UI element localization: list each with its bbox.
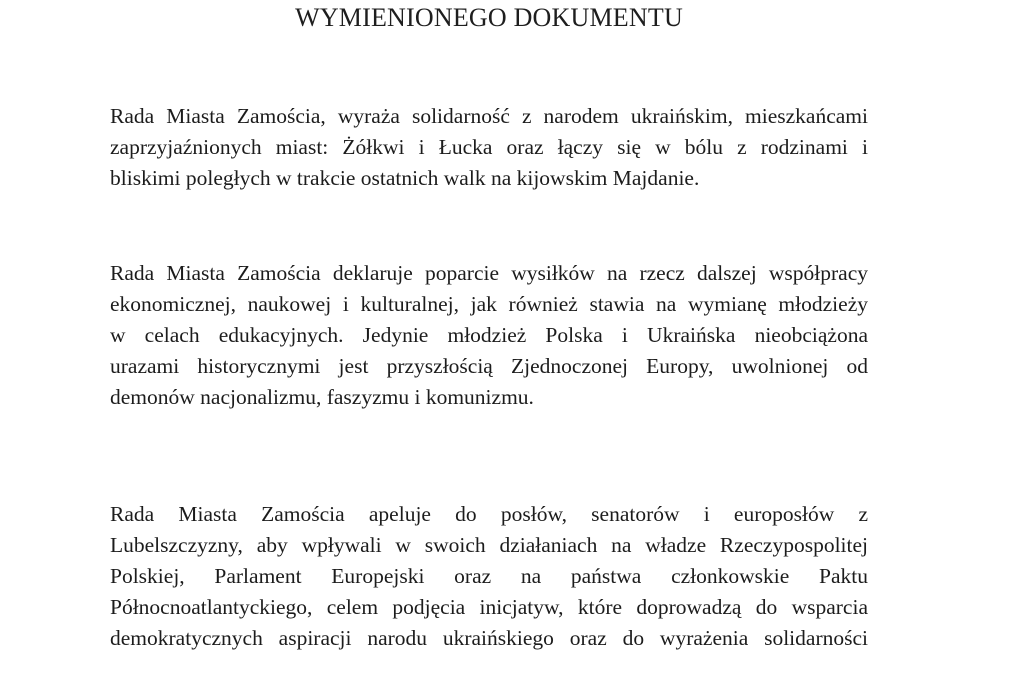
text-line: Północnoatlantyckiego, celem podjęcia inicjatyw, które doprowadzą do wsparcia [110,595,868,619]
text-line: Rada Miasta Zamościa apeluje do posłów, senatorów i europosłów z [110,502,868,526]
text-line: ekonomicznej, naukowej i kulturalnej, jak również stawia na wymianę młodzieży [110,292,868,316]
text-line: w celach edukacyjnych. Jedynie młodzież Polska i Ukraińska nieobciążona [110,323,868,347]
document-heading: WYMIENIONEGO DOKUMENTU [295,3,683,32]
paragraph-appeal [110,499,868,654]
text-line: demokratycznych aspiracji narodu ukraińskiego oraz do wyrażenia solidarności [110,626,868,650]
paragraph-cooperation [110,258,868,413]
text-line: Lubelszczyzny, aby wpływali w swoich działaniach na władze Rzeczypospolitej [110,533,868,557]
text-line: Rada Miasta Zamościa deklaruje poparcie wysiłków na rzecz dalszej współpracy [110,261,868,285]
text-line: Rada Miasta Zamościa, wyraża solidarność z narodem ukraińskim, mieszkańcami [110,104,868,128]
text-line: demonów nacjonalizmu, faszyzmu i komunizmu. [110,385,534,409]
text-line: bliskimi poległych w trakcie ostatnich walk na kijowskim Majdanie. [110,166,700,190]
paragraph-solidarity [110,101,868,194]
text-line: zaprzyjaźnionych miast: Żółkwi i Łucka oraz łączy się w bólu z rodzinami i [110,135,868,159]
text-line: Polskiej, Parlament Europejski oraz na państwa członkowskie Paktu [110,564,868,588]
text-line: urazami historycznymi jest przyszłością Zjednoczonej Europy, uwolnionej od [110,354,868,378]
